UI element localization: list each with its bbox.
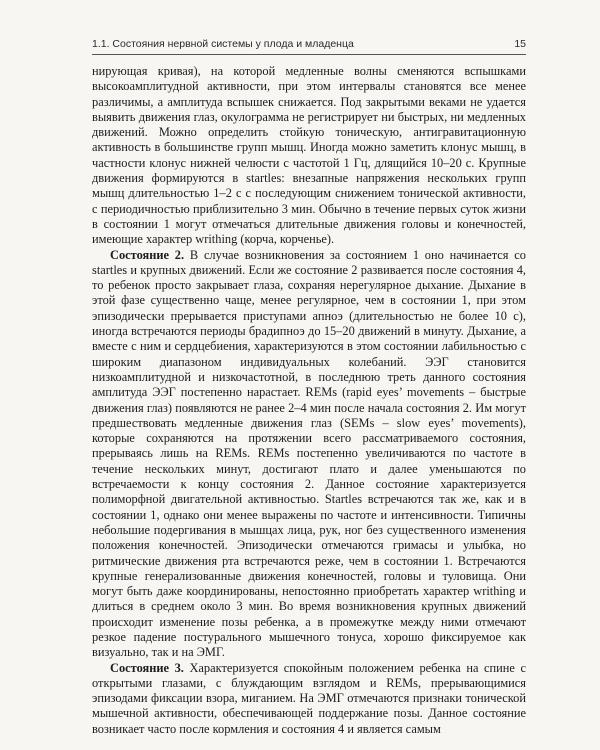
running-header	[92, 36, 526, 55]
page-number: 15	[514, 38, 526, 50]
paragraph-state-3	[92, 661, 526, 737]
paragraph-text: Характеризуется спокойным положением ребенка на спине с открытыми глазами, с блуждающим взглядом и REMs, прерывающимися эпизодами фиксации взора, миганием. На ЭМГ отмечаются признаки тонической мышечной активности, обеспечивающей поддержание позы. Данное состояние возникает часто после кормления и состояния 4 и является самым	[92, 660, 526, 736]
paragraph-text: В случае возникновения за состоянием 1 оно начинается со startles и крупных движений. Если же состояние 2 развивается после состояния 4, то ребенок просто закрывает глаза, сохраняя нерегулярное дыхание. Дыхание в этой фазе существенно чаще, менее регулярное, чем в состоянии 1, при этом эпизодически прерывается приступами апноэ (длительностью не более 10 с), иногда встречаются периоды брадипноэ до 15–20 движений в минуту. Дыхание, а вместе с ним и сердцебиения, характеризуются в этом состоянии лабильностью с широким диапазоном индивидуальных колебаний. ЭЭГ становится низкоамплитудной и низкочастотной, в последнюю треть данного состояния амплитуда ЭЭГ постепенно нарастает. REMs (rapid eyes’ movements – быстрые движения глаз) появляются не ранее 2–4 мин после начала состояния 2. Им могут предшествовать медленные движения глаз (SEMs – slow eyes’ movements), которые сохраняются на протяжении всего рассматриваемого состояния, прерываясь лишь на REMs. REMs постепенно увеличиваются по частоте в течение нескольких минут, достигают плато и далее уменьшаются по встречаемости к концу состояния 2. Данное состояние характеризуется полиморфной двигательной активностью. Startles встречаются так же, как и в состоянии 1, однако они менее выражены по частоте и интенсивности. Типичны небольшие подергивания в мышцах лица, рук, ног без существенного изменения положения конечностей. Эпизодически отмечаются гримасы и улыбка, но ритмические движения рта встречаются реже, чем в состоянии 1. Встречаются крупные генерализованные движения конечностей, головы и туловища. Они могут быть даже координированы, непостоянно приобретать характер writhing и длиться в среднем около 3 мин. Во время возникновения крупных движений происходит изменение позы ребенка, а в промежутке между ними отмечают резкое падение постурального мышечного тонуса, хорошо фиксируемое как визуально, так и на ЭМГ.	[92, 247, 526, 660]
section-heading-state-2: Состояние 2.	[110, 247, 185, 262]
page-body	[92, 64, 526, 737]
paragraph-state-2	[92, 248, 526, 661]
section-heading-state-3: Состояние 3.	[110, 660, 184, 675]
paragraph-continuation	[92, 64, 526, 248]
paragraph-text: нирующая кривая), на которой медленные волны сменяются вспышками высокоамплитудной активности, при этом интервалы становятся все менее различимы, а амплитуда вспышек снижается. Под закрытыми веками не удается выявить движения глаз, окулограмма не регистрирует ни быстрых, ни медленных движений. Можно определить стойкую тоническую, антигравитационную активность в большинстве групп мышц. Иногда можно заметить клонус мышц, в частности клонус нижней челюсти с частотой 1 Гц, длящийся 10–20 с. Крупные движения формируются в startles: внезапные напряжения нескольких групп мышц длительностью 1–2 с с последующим снижением тонической активности, с периодичностью приблизительно 3 мин. Обычно в течение первых суток жизни в состоянии 1 могут отмечаться длительные движения головы и конечностей, имеющие характер writhing (корча, корченье).	[92, 64, 526, 247]
chapter-title: 1.1. Состояния нервной системы у плода и младенца	[92, 38, 354, 50]
